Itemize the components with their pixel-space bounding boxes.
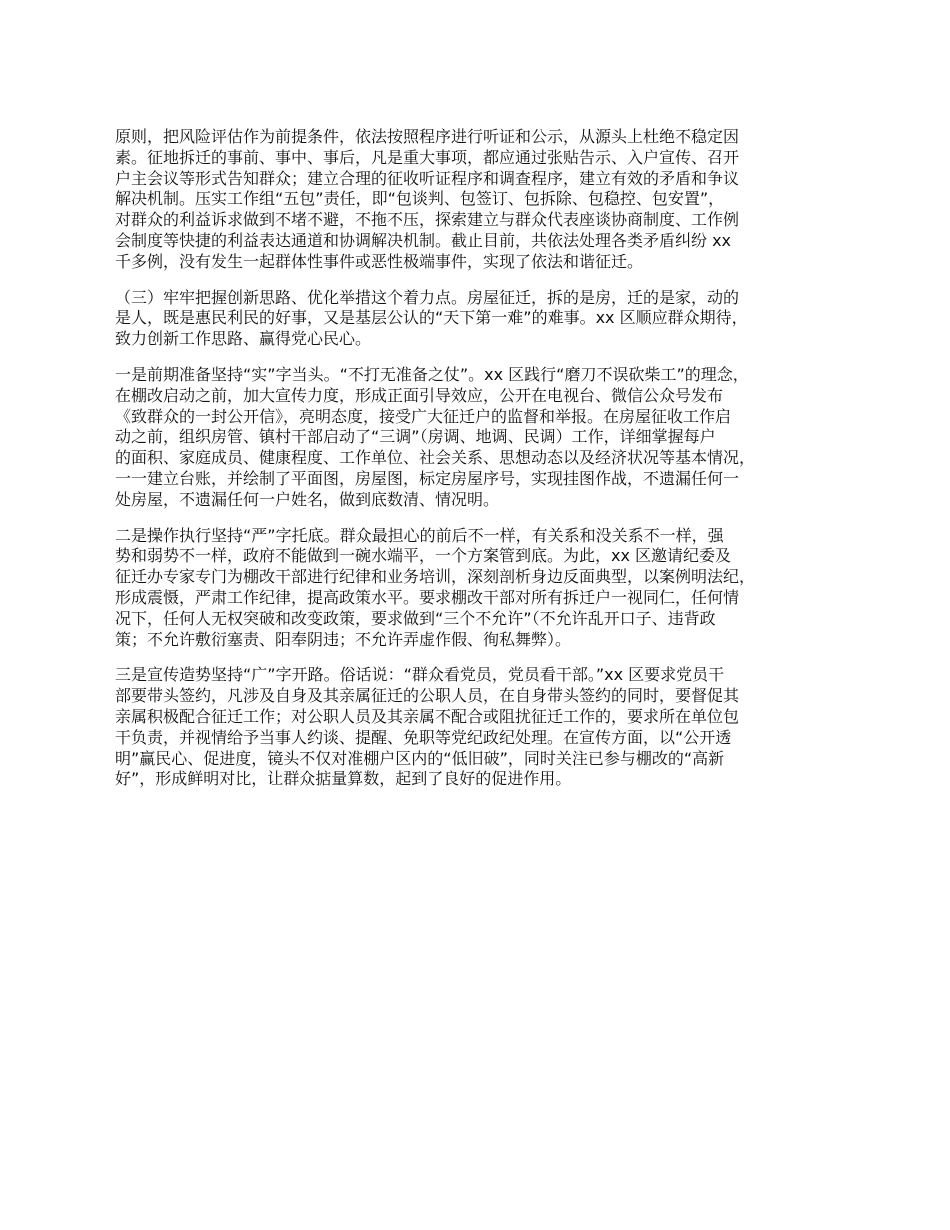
text-line: 势和弱势不一样，政府不能做到一碗水端平，一个方案管到底。为此，xx 区邀请纪委及 [115, 546, 732, 566]
paragraph-preparation [115, 365, 860, 511]
text-line: 二是操作执行坚持“严”字托底。群众最担心的前后不一样，有关系和没关系不一样，强 [115, 525, 724, 545]
text-line: 《致群众的一封公开信》，亮明态度，接受广大征迁户的监督和举报。在房屋征收工作启 [115, 406, 732, 426]
paragraph-execution [115, 526, 860, 651]
text-line: 亲属积极配合征迁工作；对公职人员及其亲属不配合或阻扰征迁工作的，要求所在单位包 [115, 706, 740, 726]
text-line: 千多例，没有发生一起群体性事件或恶性极端事件，实现了依法和谐征迁。 [115, 251, 644, 271]
text-line: 对群众的利益诉求做到不堵不避，不拖不压，探索建立与群众代表座谈协商制度、工作例 [115, 210, 740, 230]
text-line: 户主会议等形式告知群众；建立合理的征收听证程序和调查程序，建立有效的矛盾和争议 [115, 168, 740, 188]
text-line: 征迁办专家专门为棚改干部进行纪律和业务培训，深刻剖析身边反面典型，以案例明法纪， [115, 567, 756, 587]
text-line: 是人，既是惠民利民的好事，又是基层公认的“天下第一难”的难事。xx 区顺应群众期待， [115, 308, 748, 328]
text-line: 动之前，组织房管、镇村干部启动了“三调”（房调、地调、民调）工作，详细掌握每户 [115, 427, 716, 447]
text-line: 好”，形成鲜明对比，让群众掂量算数，起到了良好的促进作用。 [115, 769, 572, 789]
text-line: 素。征地拆迁的事前、事中、事后，凡是重大事项，都应通过张贴告示、入户宣传、召开 [115, 147, 740, 167]
paragraph-innovation [115, 288, 860, 350]
text-line: 部要带头签约，凡涉及自身及其亲属征迁的公职人员，在自身带头签约的同时，要督促其 [115, 686, 740, 706]
text-line: 明”赢民心、促进度，镜头不仅对准棚户区内的“低旧破”，同时关注已参与棚改的“高新 [115, 748, 725, 768]
text-line: 处房屋，不遗漏任何一户姓名，做到底数清、情况明。 [115, 489, 500, 509]
text-line: 会制度等快捷的利益表达通道和协调解决机制。截止目前，共依法处理各类矛盾纠纷 xx [115, 230, 732, 250]
text-line: 解决机制。压实工作组“五包”责任，即“包谈判、包签订、包拆除、包稳控、包安置”， [115, 189, 725, 209]
text-line: 策；不允许敷衍塞责、阳奉阴违；不允许弄虚作假、徇私舞弊）。 [115, 629, 572, 649]
text-line: 形成震慑，严肃工作纪律，提高政策水平。要求棚改干部对所有拆迁户一视同仁，任何情 [115, 587, 740, 607]
text-line: 的面积、家庭成员、健康程度、工作单位、社会关系、思想动态以及经济状况等基本情况， [115, 448, 756, 468]
text-line: 一是前期准备坚持“实”字当头。“不打无准备之仗”。xx 区践行“磨刀不误砍柴工”的理念， [115, 364, 749, 384]
text-line: 干负责，并视情给予当事人约谈、提醒、免职等党纪政纪处理。在宣传方面，以“公开透 [115, 727, 732, 747]
text-line: 在棚改启动之前，加大宣传力度，形成正面引导效应，公开在电视台、微信公众号发布 [115, 385, 724, 405]
text-line: 三是宣传造势坚持“广”字开路。俗话说：“群众看党员，党员看干部。”xx 区要求党员干 [115, 665, 725, 685]
paragraph-publicity [115, 665, 860, 790]
text-line: （三）牢牢把握创新思路、优化举措这个着力点。房屋征迁，拆的是房，迁的是家，动的 [115, 287, 740, 307]
text-line: 况下，任何人无权突破和改变政策，要求做到“三个不允许”（不允许乱开口子、违背政 [115, 608, 716, 628]
text-line: 一一建立台账，并绘制了平面图，房屋图，标定房屋序号，实现挂图作战，不遗漏任何一 [115, 468, 740, 488]
paragraph-risk-assessment [115, 127, 860, 273]
text-line: 原则，把风险评估作为前提条件，依法按照程序进行听证和公示，从源头上杜绝不稳定因 [115, 127, 740, 146]
document-body [115, 127, 860, 805]
text-line: 致力创新工作思路、赢得党心民心。 [115, 329, 372, 349]
